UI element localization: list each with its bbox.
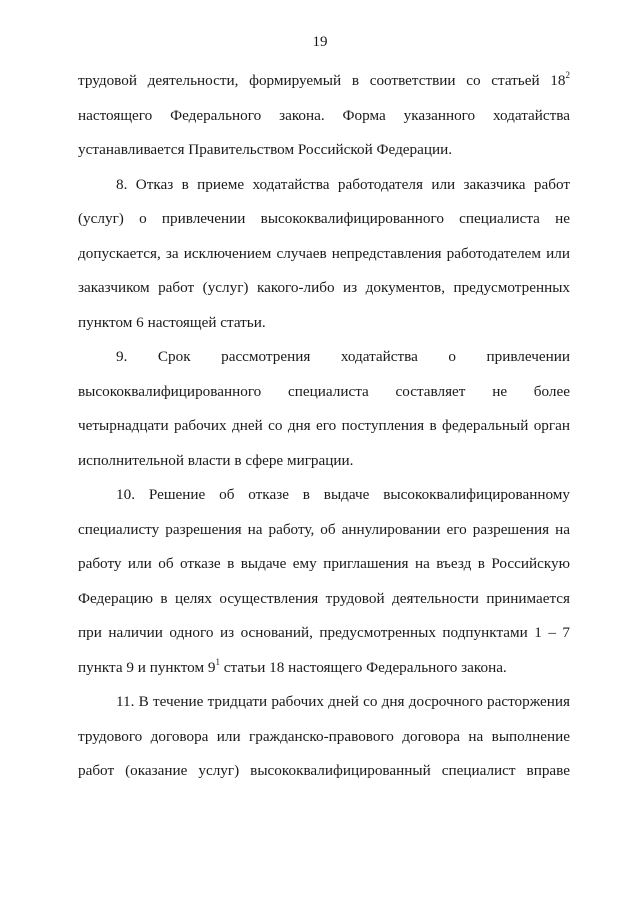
text-line: трудового договора или гражданско-правового договора на выполнение xyxy=(78,727,570,745)
text-line: 10. Решение об отказе в выдаче высококвалифицированному xyxy=(116,486,570,503)
text-line: устанавливается Правительством Российской Федерации. xyxy=(78,141,453,158)
text-line: четырнадцати рабочих дней со дня его поступления в федеральный орган xyxy=(78,417,570,434)
text-line: (услуг) о привлечении высококвалифицированного специалиста не xyxy=(78,210,570,227)
text-line: работ (оказание услуг) высококвалифицированный специалист вправе xyxy=(78,762,570,779)
text-line: допускается, за исключением случаев непредставления работодателем или xyxy=(78,244,570,262)
page-number: 19 xyxy=(312,34,328,50)
text-line: работу или об отказе в выдаче ему приглашения на въезд в Российскую xyxy=(78,555,570,572)
text-line: при наличии одного из оснований, предусмотренных подпунктами 1 – 7 xyxy=(78,624,570,641)
text-line: настоящего Федерального закона. Форма указанного ходатайства xyxy=(78,106,570,124)
text-line: исполнительной власти в сфере миграции. xyxy=(78,451,354,469)
text-line: 11. В течение тридцати рабочих дней со дня досрочного расторжения xyxy=(116,693,570,710)
text-line: трудовой деятельности, формируемый в соответствии со статьей $18^2$ xyxy=(78,70,570,89)
text-line: 9. Срок рассмотрения ходатайства о привлечении xyxy=(116,348,570,365)
text-line: заказчиком работ (услуг) какого-либо из документов, предусмотренных xyxy=(78,279,570,296)
text-line: специалисту разрешения на работу, об аннулировании его разрешения на xyxy=(78,520,570,538)
paragraph-10 xyxy=(78,478,570,685)
text-line: пункта 9 и пунктом $9^1$ статьи 18 настоящего Федерального закона. xyxy=(78,656,507,676)
superscript: 2 xyxy=(565,70,570,80)
document-body xyxy=(78,64,570,789)
text-line: Федерацию в целях осуществления трудовой деятельности принимается xyxy=(78,589,570,607)
paragraph-9 xyxy=(78,340,570,478)
paragraph-11 xyxy=(78,685,570,789)
superscript: 1 xyxy=(215,656,220,667)
paragraph-continuation xyxy=(78,64,570,168)
text-line: высококвалифицированного специалиста составляет не более xyxy=(78,382,570,400)
paragraph-8 xyxy=(78,168,570,341)
text-line: 8. Отказ в приеме ходатайства работодателя или заказчика работ xyxy=(116,175,570,193)
text-line: пунктом 6 настоящей статьи. xyxy=(78,313,266,331)
